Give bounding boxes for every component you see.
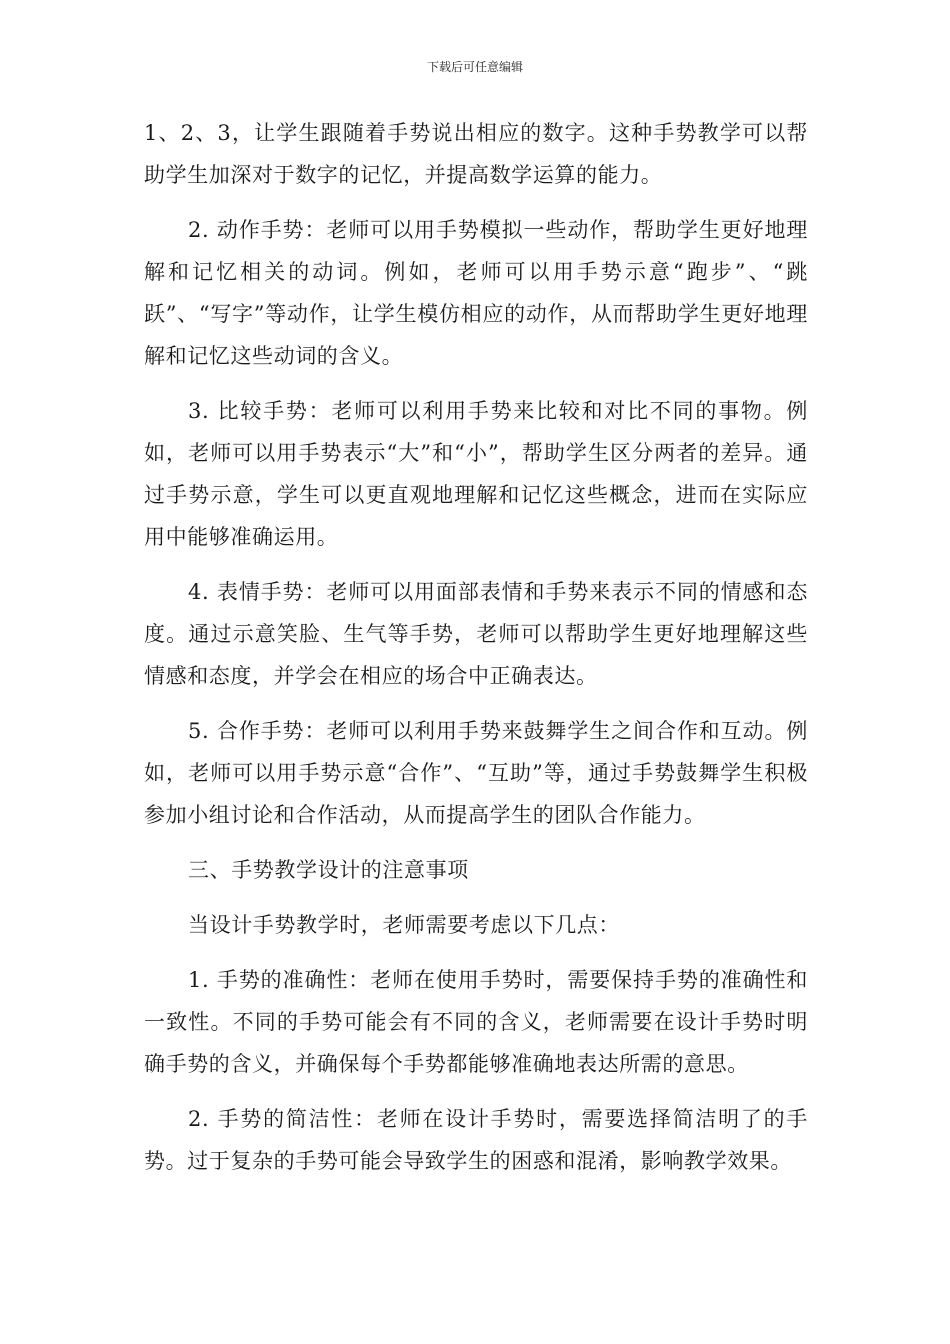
page-header: 下载后可任意编辑 — [426, 60, 523, 74]
paragraph-expression-gestures: 4. 表情手势：老师可以用面部表情和手势来表示不同的情感和态度。通过示意笑脸、生气等手势，老师可以帮助学生更好地理解这些情感和态度，并学会在相应的场合中正确表达。 — [144, 580, 808, 688]
paragraph-accuracy: 1. 手势的准确性：老师在使用手势时，需要保持手势的准确性和一致性。不同的手势可能会有不同的含义，老师需要在设计手势时明确手势的含义，并确保每个手势都能够准确地表达所需的意思。 — [144, 968, 808, 1076]
paragraph-numbers-continuation: 1、2、3，让学生跟随着手势说出相应的数字。这种手势教学可以帮助学生加深对于数字的记忆，并提高数学运算的能力。 — [144, 121, 808, 187]
paragraph-considerations-intro: 当设计手势教学时，老师需要考虑以下几点： — [188, 913, 620, 937]
document-body — [144, 112, 808, 1195]
paragraph-simplicity: 2. 手势的简洁性：老师在设计手势时，需要选择简洁明了的手势。过于复杂的手势可能会导致学生的困惑和混淆，影响教学效果。 — [144, 1107, 808, 1173]
section-heading-considerations: 三、手势教学设计的注意事项 — [188, 858, 469, 882]
paragraph-action-gestures: 2. 动作手势：老师可以用手势模拟一些动作，帮助学生更好地理解和记忆相关的动词。例如，老师可以用手势示意“跑步”、“跳跃”、“写字”等动作，让学生模仿相应的动作，从而帮助学生更好地理解和记忆这些动词的含义。 — [144, 218, 808, 368]
paragraph-cooperation-gestures: 5. 合作手势：老师可以利用手势来鼓舞学生之间合作和互动。例如，老师可以用手势示意“合作”、“互助”等，通过手势鼓舞学生积极参加小组讨论和合作活动，从而提高学生的团队合作能力。 — [144, 719, 808, 827]
paragraph-comparison-gestures: 3. 比较手势：老师可以利用手势来比较和对比不同的事物。例如，老师可以用手势表示“大”和“小”，帮助学生区分两者的差异。通过手势示意，学生可以更直观地理解和记忆这些概念，进而在实际应用中能够准确运用。 — [144, 399, 808, 549]
